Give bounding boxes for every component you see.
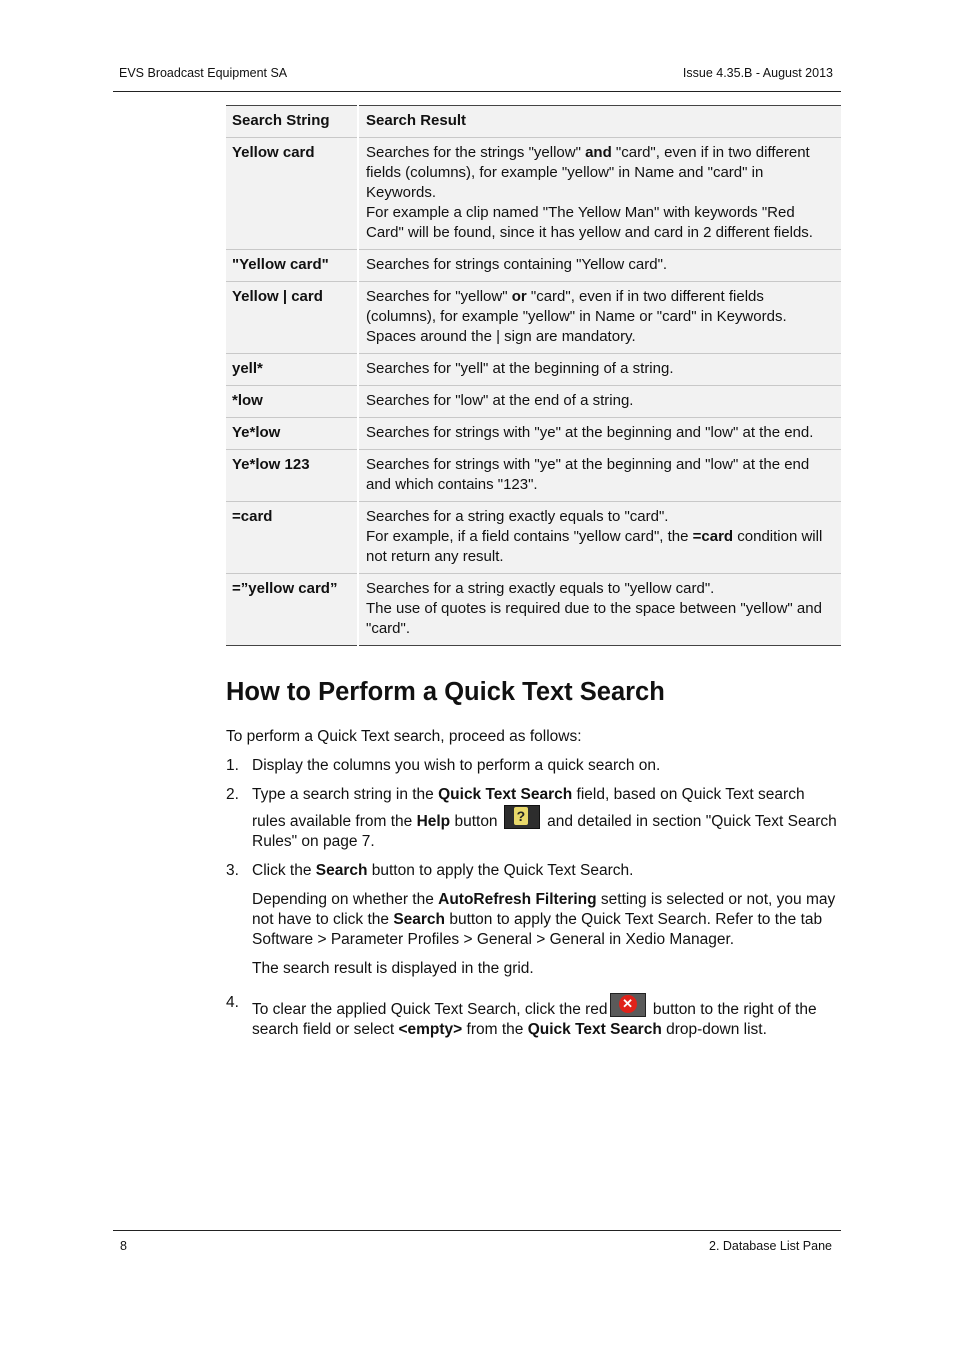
search-term: Search <box>393 911 446 928</box>
autorefresh-term: AutoRefresh Filtering <box>438 891 597 908</box>
search-result-cell <box>358 250 841 282</box>
search-string-cell: yell* <box>226 354 358 386</box>
step-2 <box>226 785 841 852</box>
table-header-row <box>226 106 841 138</box>
table-row <box>226 282 841 354</box>
column-header-search-string: Search String <box>226 106 358 138</box>
search-result-cell <box>358 354 841 386</box>
table-row <box>226 502 841 574</box>
clear-search-icon: ✕ <box>610 993 646 1017</box>
table-row <box>226 574 841 646</box>
column-header-search-result: Search Result <box>358 106 841 138</box>
result-line <box>366 287 835 347</box>
footer-chapter: 2. Database List Pane <box>709 1239 832 1253</box>
header-issue: Issue 4.35.B - August 2013 <box>682 66 833 80</box>
step-3 <box>226 861 841 979</box>
result-line: Searches for "low" at the end of a string. <box>366 392 634 409</box>
table-row <box>226 250 841 282</box>
result-keyword: or <box>511 288 527 305</box>
table-row <box>226 354 841 386</box>
search-result-cell <box>358 386 841 418</box>
search-string-cell: Yellow card <box>226 138 358 250</box>
header-company: EVS Broadcast Equipment SA <box>119 66 288 80</box>
result-line: Searches for a string exactly equals to "yellow card". <box>366 580 715 597</box>
step-text: Click the <box>252 862 316 879</box>
step-text: button to apply the Quick Text Search. Refer to the tab Software > Parameter Profiles > General > General in Xedio Manager. <box>252 911 823 948</box>
step-text: drop-down list. <box>661 1021 767 1038</box>
result-line: Searches for strings with "ye" at the beginning and "low" at the end and which contains "123". <box>366 456 810 493</box>
step-text: button to apply the Quick Text Search. <box>367 862 634 879</box>
search-string-cell: *low <box>226 386 358 418</box>
step-4 <box>226 993 841 1040</box>
table-row <box>226 138 841 250</box>
step-text: Type a search string in the <box>252 786 439 803</box>
result-line: For example a clip named "The Yellow Man" with keywords "Red Card" will be found, since it has yellow and card in 2 different fields. <box>366 204 813 241</box>
quick-text-search-term: Quick Text Search <box>438 786 573 803</box>
page-footer <box>113 1230 841 1253</box>
result-line: The use of quotes is required due to the space between "yellow" and "card". <box>366 600 822 637</box>
search-string-cell: Ye*low 123 <box>226 450 358 502</box>
step-text: To clear the applied Quick Text Search, click the red <box>252 1001 608 1018</box>
step-text: from the <box>462 1021 528 1038</box>
result-text: condition will not return any result. <box>366 528 823 565</box>
result-line <box>366 527 835 567</box>
step-number: 2. <box>226 786 239 803</box>
page-number: 8 <box>120 1239 127 1253</box>
result-keyword: and <box>585 144 612 161</box>
step-note: The search result is displayed in the grid. <box>252 960 534 977</box>
table-row <box>226 386 841 418</box>
search-string-cell: Ye*low <box>226 418 358 450</box>
step-number: 4. <box>226 994 239 1011</box>
step-text: Display the columns you wish to perform a quick search on. <box>252 757 661 774</box>
section-title: How to Perform a Quick Text Search <box>226 678 665 706</box>
step-number: 1. <box>226 757 239 774</box>
step-1 <box>226 756 841 776</box>
search-result-cell <box>358 282 841 354</box>
page-header <box>113 64 841 92</box>
search-result-cell <box>358 418 841 450</box>
table-row <box>226 418 841 450</box>
result-line: Searches for strings containing "Yellow card". <box>366 256 668 273</box>
step-text: button to the right of the search field or select <box>252 1001 817 1038</box>
result-line: Searches for a string exactly equals to "card". <box>366 508 669 525</box>
result-line: Searches for "yell" at the beginning of a string. <box>366 360 674 377</box>
step-text: setting is selected or not, you may not have to click the <box>252 891 836 928</box>
table-row <box>226 450 841 502</box>
search-string-cell: =”yellow card” <box>226 574 358 646</box>
result-keyword: =card <box>692 528 734 545</box>
section-body <box>226 727 841 1049</box>
search-string-cell: Yellow | card <box>226 282 358 354</box>
step-text: Depending on whether the <box>252 891 439 908</box>
quick-text-search-term: Quick Text Search <box>527 1021 662 1038</box>
result-text: "card", even if in two different fields (columns), for example "yellow" in Name and "card" in Keywords. <box>366 144 810 201</box>
result-line: Searches for strings with "ye" at the beginning and "low" at the end. <box>366 424 814 441</box>
intro-paragraph: To perform a Quick Text search, proceed as follows: <box>226 728 582 745</box>
result-line <box>366 143 835 203</box>
help-term: Help <box>416 813 451 830</box>
search-result-cell <box>358 502 841 574</box>
table-body <box>226 138 841 646</box>
search-result-cell <box>358 138 841 250</box>
result-text: "card", even if in two different fields (columns), for example "yellow" in Name or "card" in Keywords. Spaces around the | sign are mandatory. <box>366 288 787 345</box>
step-text: field, based on Quick Text search rules available from the <box>252 786 805 830</box>
result-text: For example, if a field contains "yellow card", the <box>366 528 693 545</box>
step-text: and detailed in section "Quick Text Search Rules" on page 7. <box>252 813 837 850</box>
help-icon: ? <box>504 805 540 829</box>
search-rules-table <box>226 105 841 646</box>
search-term: Search <box>315 862 368 879</box>
result-text: Searches for "yellow" <box>366 288 512 305</box>
step-number: 3. <box>226 862 239 879</box>
result-text: Searches for the strings "yellow" <box>366 144 586 161</box>
empty-term: <empty> <box>398 1021 463 1038</box>
search-string-cell: "Yellow card" <box>226 250 358 282</box>
step-text: button <box>450 813 498 830</box>
search-result-cell <box>358 574 841 646</box>
search-string-cell: =card <box>226 502 358 574</box>
steps-list <box>226 756 841 1040</box>
search-result-cell <box>358 450 841 502</box>
